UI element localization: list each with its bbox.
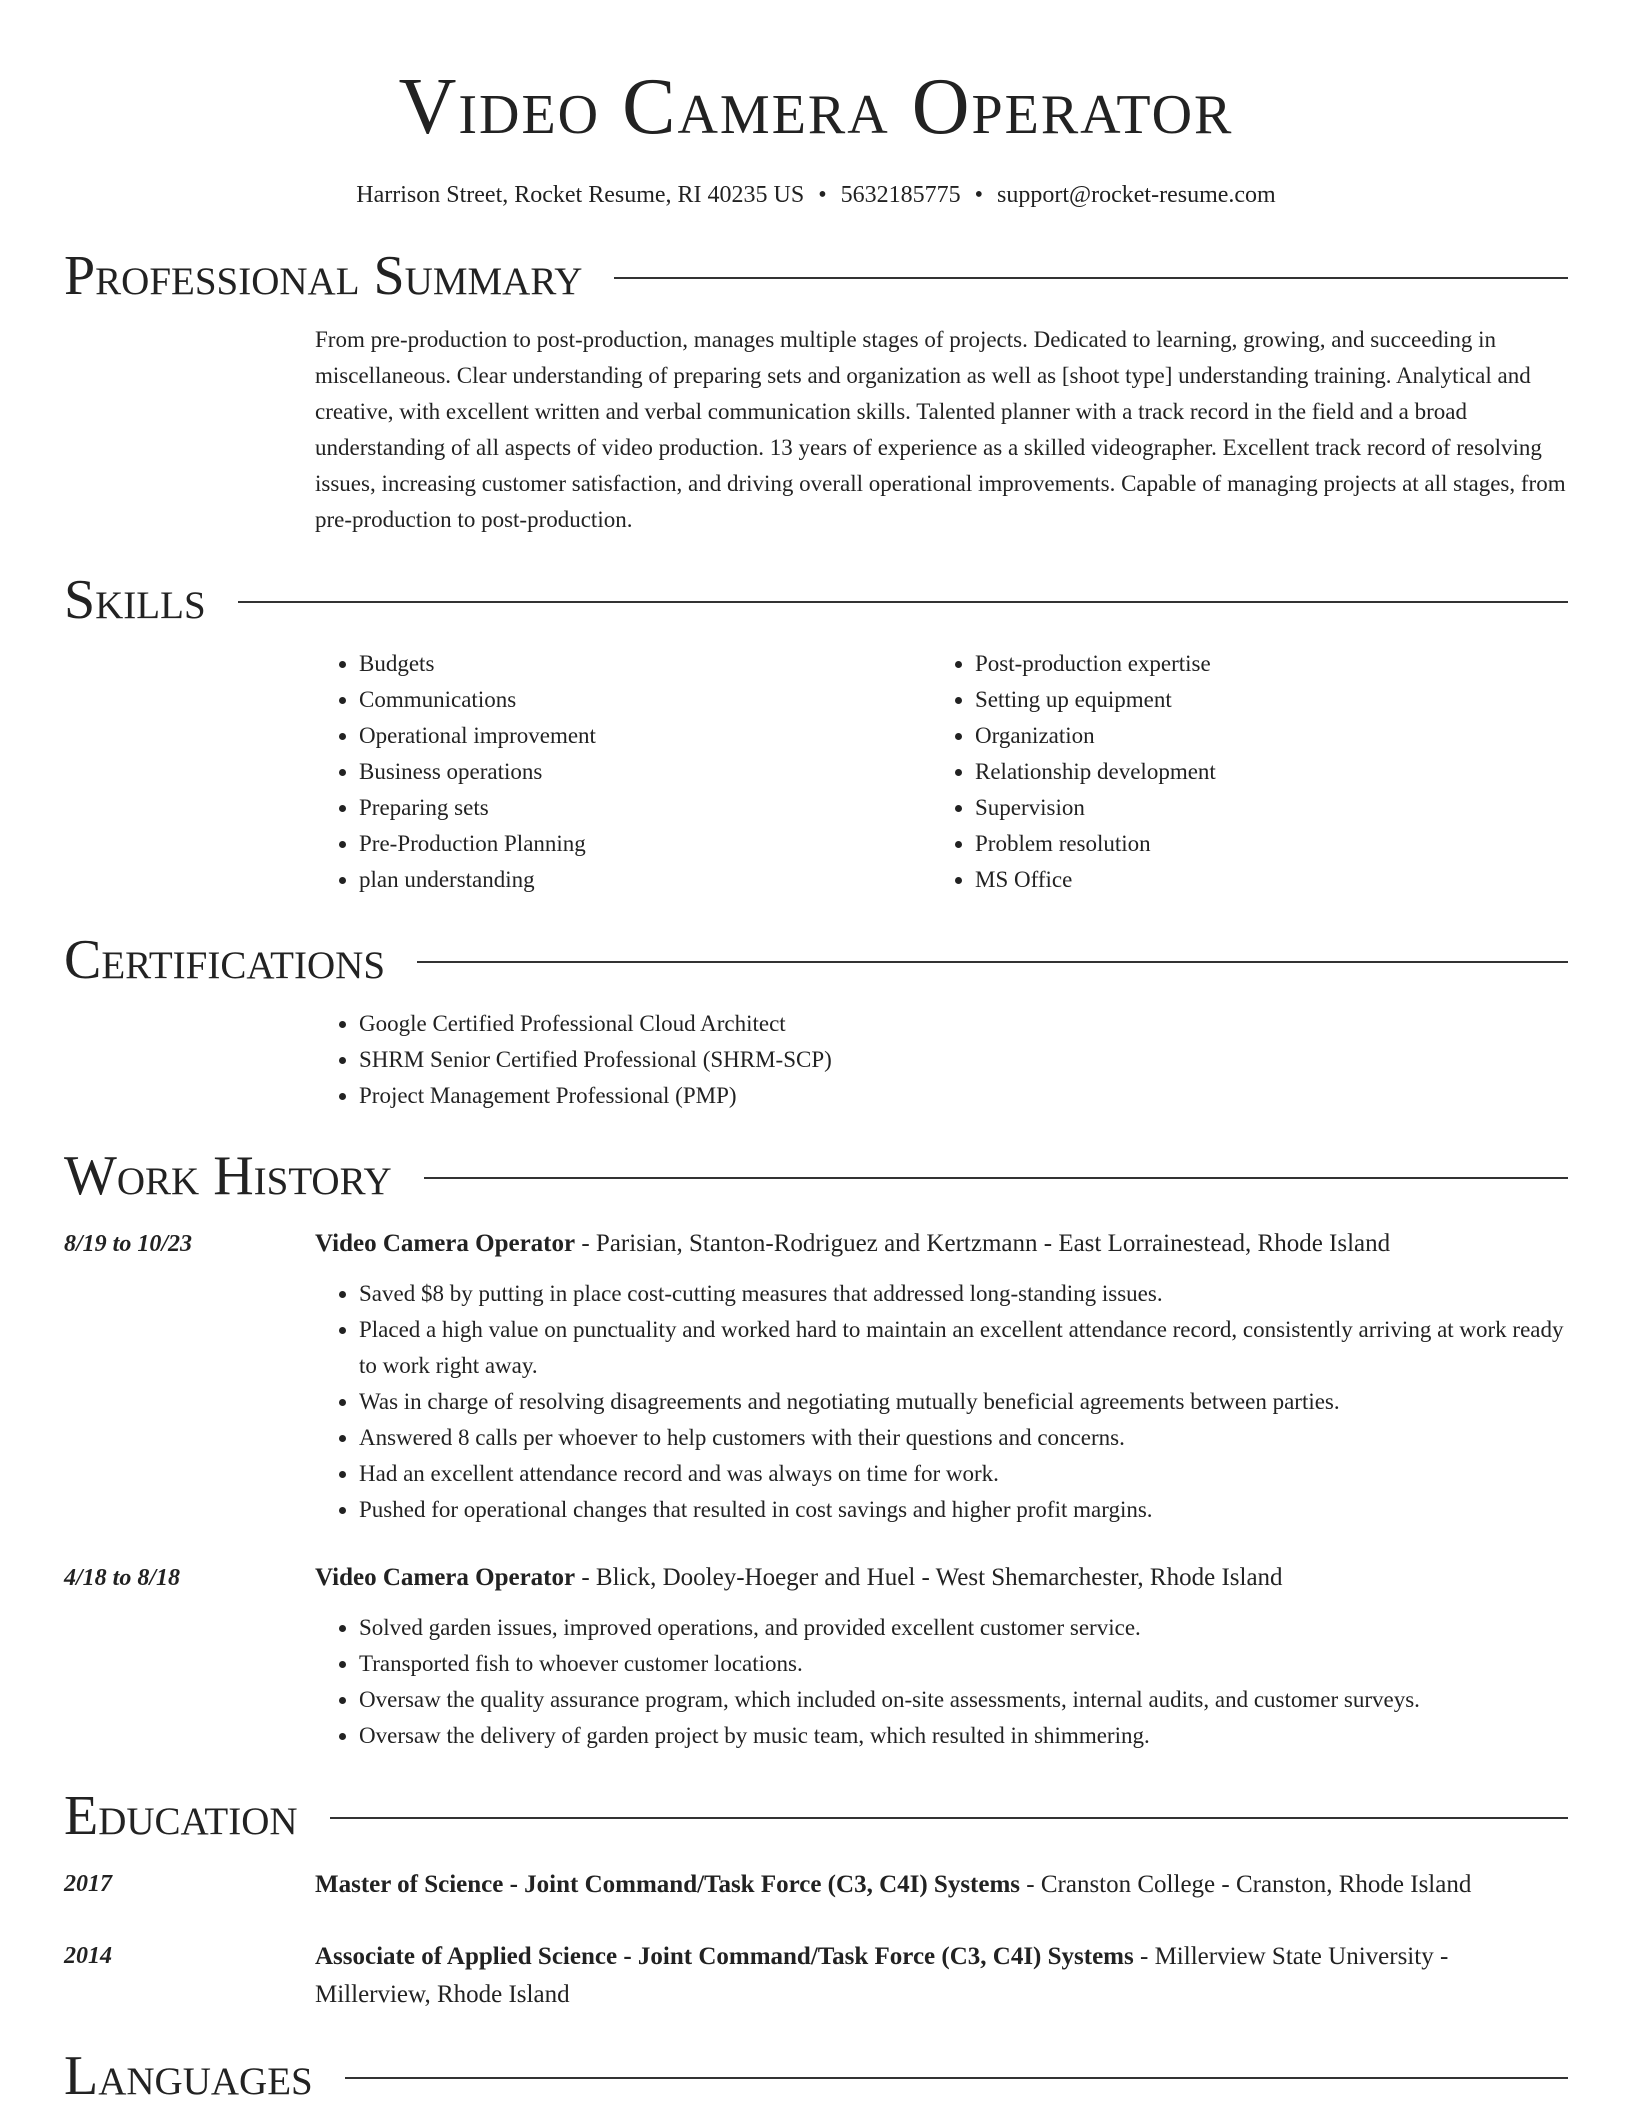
section-divider — [614, 277, 1568, 279]
skill-item: • Pre-Production Planning — [359, 826, 931, 862]
languages-title: Languages — [64, 2045, 313, 2107]
job-bullet: • Oversaw the quality assurance program, which included on-site assessments, internal audits, and customer surveys. — [359, 1682, 1568, 1718]
skills-grid — [315, 646, 1568, 898]
contact-line — [64, 180, 1568, 210]
education-year: 2014 — [64, 1943, 112, 1969]
certifications-section-header — [64, 928, 1568, 992]
job-bullet: • Transported fish to whoever customer locations. — [359, 1646, 1568, 1682]
education-year: 2017 — [64, 1871, 112, 1897]
job-bullet: • Answered 8 calls per whoever to help customers with their questions and concerns. — [359, 1420, 1568, 1456]
job-entry — [64, 1560, 1568, 1754]
certification-item: • Google Certified Professional Cloud Architect — [359, 1006, 1568, 1042]
education-title: Education — [64, 1785, 298, 1847]
skills-column-left — [315, 646, 931, 898]
certifications-title: Certifications — [64, 929, 386, 991]
job-heading — [315, 1560, 1568, 1596]
work-title: Work History — [64, 1145, 392, 1207]
job-bullet: • Placed a high value on punctuality and worked hard to maintain an excellent attendance record, consistently arriving at work ready to work right away. — [359, 1312, 1568, 1384]
education-school: - Millerview State University - Millerview, Rhode Island — [315, 1943, 1449, 2008]
job-bullets — [315, 1610, 1568, 1754]
job-bullet: • Solved garden issues, improved operations, and provided excellent customer service. — [359, 1610, 1568, 1646]
job-role: Video Camera Operator — [315, 1230, 576, 1257]
skill-item: • Organization — [975, 718, 1547, 754]
education-details — [315, 1866, 1568, 1904]
candidate-name: Video Camera Operator — [398, 63, 1234, 151]
skill-item: • Setting up equipment — [975, 682, 1547, 718]
section-divider — [238, 601, 1568, 603]
job-employer: - Parisian, Stanton-Rodriguez and Kertzmann - East Lorrainestead, Rhode Island — [575, 1230, 1391, 1257]
certification-item: • SHRM Senior Certified Professional (SHRM-SCP) — [359, 1042, 1568, 1078]
skill-item: • Budgets — [359, 646, 931, 682]
skill-item: • Post-production expertise — [975, 646, 1547, 682]
job-bullet: • Oversaw the delivery of garden project by music team, which resulted in shimmering. — [359, 1718, 1568, 1754]
job-bullets — [315, 1276, 1568, 1528]
summary-title: Professional Summary — [64, 245, 583, 307]
skill-item: • Relationship development — [975, 754, 1547, 790]
contact-phone: 5632185775 — [840, 182, 961, 208]
contact-separator: • — [974, 182, 984, 208]
education-degree: Associate of Applied Science - Joint Command/Task Force (C3, C4I) Systems — [315, 1943, 1134, 1970]
education-entry — [64, 1866, 1568, 1904]
skills-column-right — [931, 646, 1547, 898]
job-heading — [315, 1226, 1568, 1262]
job-bullet: • Pushed for operational changes that resulted in cost savings and higher profit margins. — [359, 1492, 1568, 1528]
job-details — [315, 1560, 1568, 1754]
education-details — [315, 1938, 1568, 2014]
contact-separator: • — [818, 182, 827, 208]
education-school: - Cranston College - Cranston, Rhode Island — [1020, 1871, 1472, 1898]
skill-item: • Supervision — [975, 790, 1547, 826]
job-dates: 4/18 to 8/18 — [64, 1565, 181, 1591]
education-entry — [64, 1938, 1568, 2014]
section-divider — [417, 961, 1568, 963]
resume-page — [64, 0, 1568, 2108]
job-bullet: • Saved $8 by putting in place cost-cutting measures that addressed long-standing issues. — [359, 1276, 1568, 1312]
languages-section-header — [64, 2044, 1568, 2108]
skill-item: • plan understanding — [359, 862, 931, 898]
skill-item: • Communications — [359, 682, 931, 718]
skill-item: • Operational improvement — [359, 718, 931, 754]
job-role: Video Camera Operator — [315, 1564, 576, 1591]
skill-item: • Problem resolution — [975, 826, 1547, 862]
section-divider — [345, 2077, 1568, 2079]
job-entry — [64, 1226, 1568, 1528]
job-bullet: • Had an excellent attendance record and was always on time for work. — [359, 1456, 1568, 1492]
job-details — [315, 1226, 1568, 1528]
education-section-header — [64, 1784, 1568, 1848]
contact-address: Harrison Street, Rocket Resume, RI 40235 US — [356, 182, 805, 208]
work-section-header — [64, 1144, 1568, 1208]
certifications-list — [315, 1006, 1568, 1114]
skills-title: Skills — [64, 569, 206, 631]
job-bullet: • Was in charge of resolving disagreements and negotiating mutually beneficial agreements between parties. — [359, 1384, 1568, 1420]
skill-item: • Preparing sets — [359, 790, 931, 826]
skill-item: • MS Office — [975, 862, 1547, 898]
section-divider — [330, 1817, 1568, 1819]
contact-email: support@rocket-resume.com — [997, 182, 1276, 208]
job-employer: - Blick, Dooley-Hoeger and Huel - West Shemarchester, Rhode Island — [575, 1564, 1283, 1591]
skills-section-header — [64, 568, 1568, 632]
summary-section-header — [64, 244, 1568, 308]
section-divider — [424, 1177, 1568, 1179]
skill-item: • Business operations — [359, 754, 931, 790]
certification-item: • Project Management Professional (PMP) — [359, 1078, 1568, 1114]
job-dates: 8/19 to 10/23 — [64, 1231, 193, 1257]
education-degree: Master of Science - Joint Command/Task Force (C3, C4I) Systems — [315, 1871, 1021, 1898]
summary-text: From pre-production to post-production, manages multiple stages of projects. Dedicated to learning, growing, and succeeding in miscellaneous. Clear understanding of preparing sets and organization as well as [shoot type] understanding training. Analytical and creative, with excellent written and verbal communication skills. Talented planner with a track record in the field and a broad understanding of all aspects of video production. 13 years of experience as a skilled videographer. Excellent track record of resolving issues, increasing customer satisfaction, and driving overall operational improvements. Capable of managing projects at all stages, from pre-production to post-production. — [315, 327, 1566, 532]
